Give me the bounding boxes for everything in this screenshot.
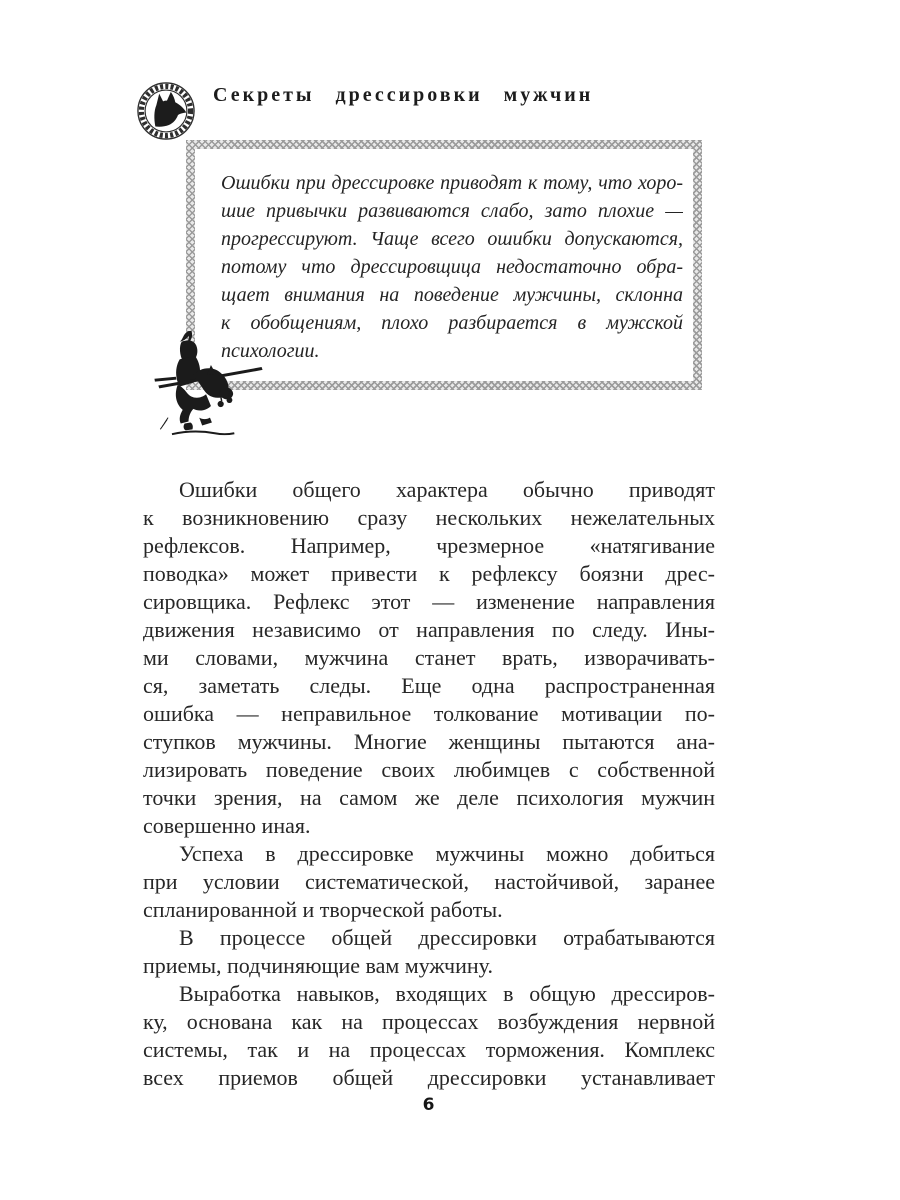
page-number: 6 bbox=[422, 1095, 436, 1115]
text-line: ми словами, мужчина станет врать, изворачивать- bbox=[143, 645, 715, 670]
knight-on-horse-illustration-icon bbox=[151, 330, 266, 442]
text-line: движения независимо от направления по следу. Ины- bbox=[143, 617, 715, 642]
text-line: к возникновению сразу нескольких нежелательных bbox=[143, 505, 715, 530]
paragraph bbox=[143, 476, 715, 840]
text-line: Ошибки при дрессировке приводят к тому, что хоро- bbox=[221, 172, 683, 194]
text-line: ступков мужчины. Многие женщины пытаются ана- bbox=[143, 729, 715, 754]
text-line: спланированной и творческой работы. bbox=[143, 897, 503, 922]
text-line: Ошибки общего характера обычно приводят bbox=[179, 477, 715, 502]
text-line: щает внимания на поведение мужчины, склонна bbox=[221, 284, 683, 306]
text-line: к обобщениям, плохо разбирается в мужской bbox=[221, 312, 683, 334]
text-line: при условии систематической, настойчивой, заранее bbox=[143, 869, 715, 894]
text-line: ошибка — неправильное толкование мотивации по- bbox=[143, 701, 715, 726]
text-line: потому что дрессировщица недостаточно обра- bbox=[221, 256, 683, 278]
text-line: психологии. bbox=[221, 340, 320, 362]
dog-head-emblem-icon bbox=[136, 80, 196, 142]
text-line: системы, так и на процессах торможения. Комплекс bbox=[143, 1037, 715, 1062]
text-line: сировщика. Рефлекс этот — изменение направления bbox=[143, 589, 715, 614]
text-line: приемы, подчиняющие вам мужчину. bbox=[143, 953, 493, 978]
running-title: Секреты дрессировки мужчин bbox=[213, 84, 594, 106]
body-text bbox=[143, 476, 715, 1092]
text-line: шие привычки развиваются слабо, зато плохие — bbox=[221, 200, 683, 222]
text-line: прогрессируют. Чаще всего ошибки допускаются, bbox=[221, 228, 683, 250]
text-line: Выработка навыков, входящих в общую дрессиров- bbox=[179, 981, 715, 1006]
text-line: ку, основана как на процессах возбуждения нервной bbox=[143, 1009, 715, 1034]
text-line: В процессе общей дрессировки отрабатываются bbox=[179, 925, 715, 950]
text-line: всех приемов общей дрессировки устанавливает bbox=[143, 1065, 715, 1090]
paragraph bbox=[143, 980, 715, 1092]
epigraph-text bbox=[195, 149, 693, 381]
text-line: ся, заметать следы. Еще одна распространенная bbox=[143, 673, 715, 698]
paragraph bbox=[143, 924, 715, 980]
text-line: поводка» может привести к рефлексу боязни дрес- bbox=[143, 561, 715, 586]
text-line: рефлексов. Например, чрезмерное «натягивание bbox=[143, 533, 715, 558]
paragraph bbox=[143, 840, 715, 924]
text-line: точки зрения, на самом же деле психология мужчин bbox=[143, 785, 715, 810]
text-line: совершенно иная. bbox=[143, 813, 311, 838]
text-line: Успеха в дрессировке мужчины можно добиться bbox=[179, 841, 715, 866]
text-line: лизировать поведение своих любимцев с собственной bbox=[143, 757, 715, 782]
